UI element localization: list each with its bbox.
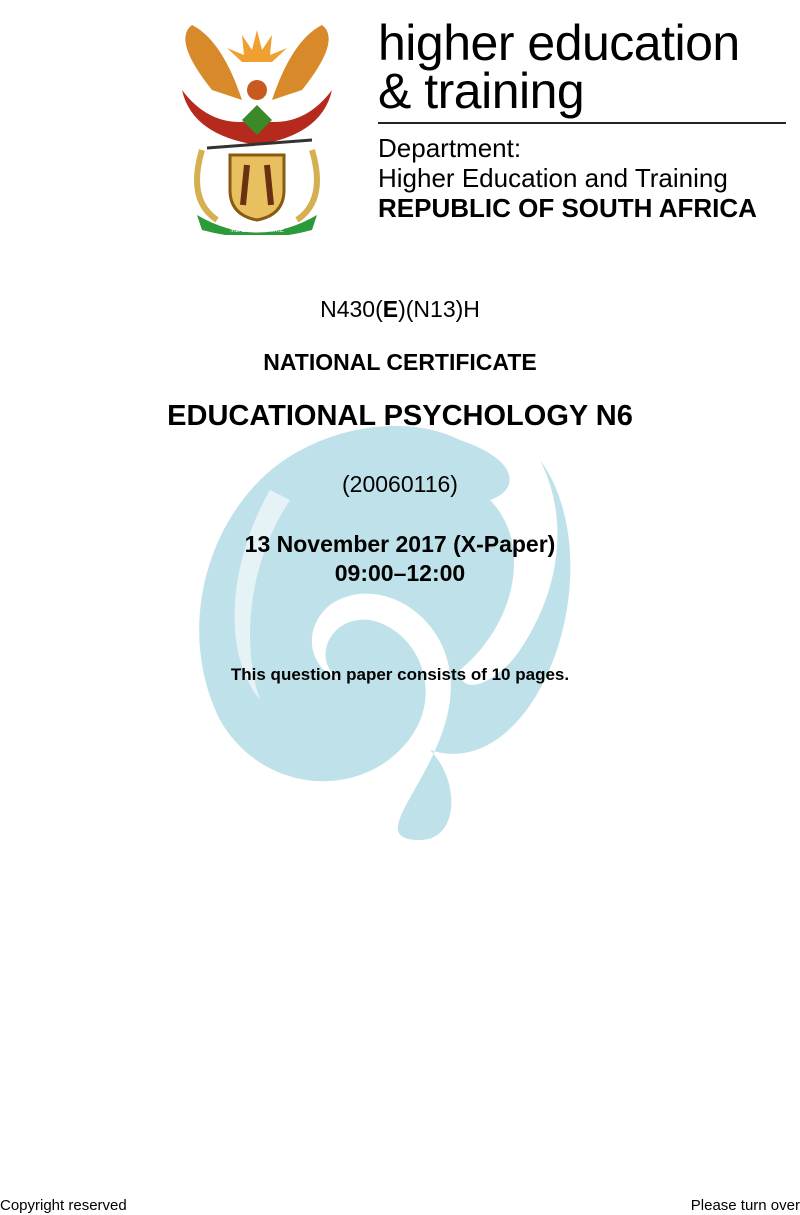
department-label: Department:: [378, 133, 522, 163]
brand-divider: [378, 122, 786, 124]
coat-of-arms-logo: [172, 20, 342, 235]
subject-title: EDUCATIONAL PSYCHOLOGY N6: [167, 400, 633, 432]
footer-turn-over: Please turn over: [690, 1197, 800, 1214]
logo-motto: !KE E: /XARRA //KE: [230, 228, 284, 234]
brand-line-1: higher education: [378, 15, 740, 71]
brand-line-2: & training: [378, 63, 585, 119]
code-suffix: )(N13)H: [398, 296, 480, 322]
code-language: E: [382, 296, 399, 322]
country-name: REPUBLIC OF SOUTH AFRICA: [378, 193, 757, 223]
paper-code: [0, 296, 800, 323]
code-prefix: N430(: [320, 296, 383, 322]
exam-date: 13 November 2017 (X-Paper): [244, 531, 556, 557]
subject-code: (20060116): [342, 471, 458, 497]
footer-copyright: Copyright reserved: [0, 1197, 127, 1214]
department-name: Higher Education and Training: [378, 163, 728, 193]
pages-note: This question paper consists of 10 pages.: [230, 665, 570, 684]
certificate-title: NATIONAL CERTIFICATE: [263, 349, 537, 375]
exam-time: 09:00–12:00: [334, 560, 466, 586]
